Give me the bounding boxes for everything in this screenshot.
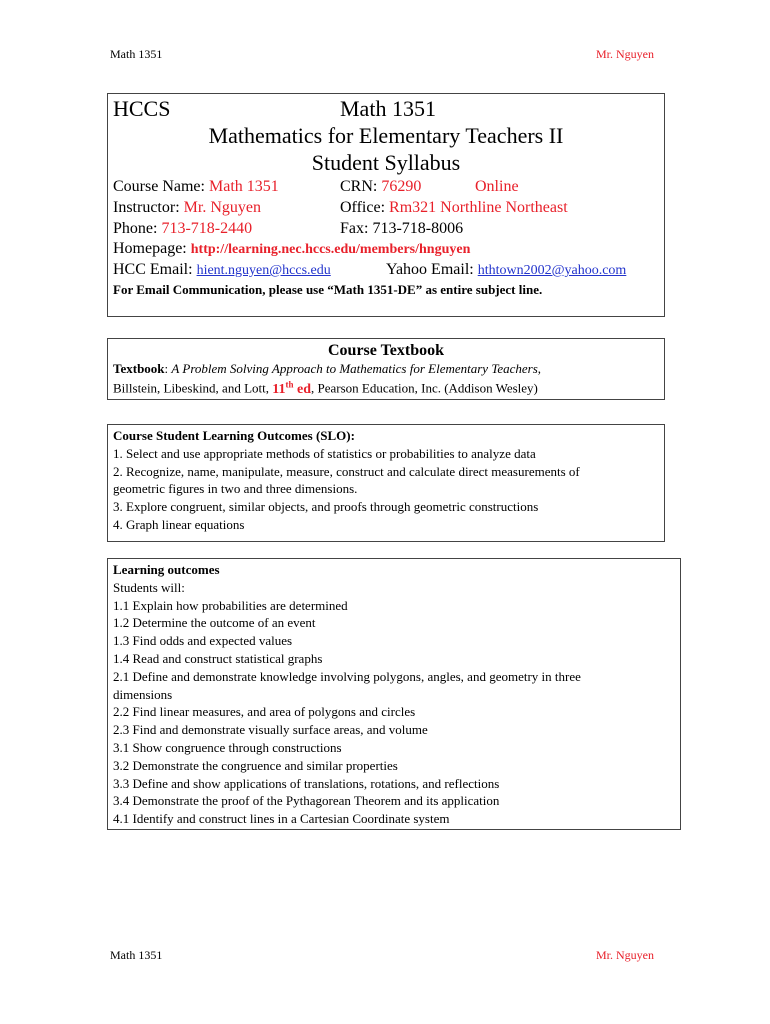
header-left: Math 1351 <box>110 47 163 61</box>
textbook-title: A Problem Solving Approach to Mathematics for Elementary Teachers <box>171 361 538 376</box>
textbook-line-1: Textbook: A Problem Solving Approach to Mathematics for Elementary Teachers, <box>113 361 542 376</box>
slo-box <box>107 424 665 542</box>
slo-item: 4. Graph linear equations <box>113 516 245 532</box>
course-code: Math 1351 <box>340 96 436 121</box>
outcome-item: 3.3 Define and show applications of translations, rotations, and reflections <box>113 775 500 791</box>
instructor-value: Mr. Nguyen <box>183 199 261 216</box>
course-title: Mathematics for Elementary Teachers II <box>208 123 564 148</box>
outcome-item: 1.3 Find odds and expected values <box>113 633 293 649</box>
crn-value: 76290 <box>381 178 422 195</box>
office-row: Office: Rm321 Northline Northeast <box>340 199 568 216</box>
fax-row: Fax: 713-718-8006 <box>340 220 464 237</box>
slo-item: geometric figures in two and three dimensions. <box>113 481 358 497</box>
outcome-item: 1.2 Determine the outcome of an event <box>113 615 316 631</box>
delivery-mode: Online <box>475 178 519 195</box>
slo-item: 2. Recognize, name, manipulate, measure, construct and calculate direct measurements of <box>113 463 580 479</box>
outcomes-intro: Students will: <box>113 579 185 595</box>
header-right: Mr. Nguyen <box>596 47 654 61</box>
textbook-heading: Course Textbook <box>327 342 445 359</box>
footer-right: Mr. Nguyen <box>596 948 654 962</box>
textbook-line-2: Billstein, Libeskind, and Lott, 11th ed, Pearson Education, Inc. (Addison Wesley) <box>113 379 538 397</box>
slo-item: 3. Explore congruent, similar objects, and proofs through geometric constructions <box>113 499 539 515</box>
outcome-item: 3.1 Show congruence through constructions <box>113 739 342 755</box>
doc-title: Student Syllabus <box>311 150 461 175</box>
crn-row: CRN: 76290 <box>340 178 422 195</box>
instructor-row: Instructor: Mr. Nguyen <box>113 199 261 216</box>
slo-heading: Course Student Learning Outcomes (SLO): <box>113 428 355 443</box>
outcome-item: 3.2 Demonstrate the congruence and similar properties <box>113 757 398 773</box>
hcc-email-row: HCC Email: hient.nguyen@hccs.edu <box>113 261 331 278</box>
outcome-item: 1.4 Read and construct statistical graphs <box>113 650 323 666</box>
outcomes-heading: Learning outcomes <box>113 562 220 577</box>
phone-value: 713-718-2440 <box>161 220 253 237</box>
office-value: Rm321 Northline Northeast <box>389 199 568 216</box>
outcome-item: 4.1 Identify and construct lines in a Cartesian Coordinate system <box>113 811 450 827</box>
footer-left: Math 1351 <box>110 948 163 962</box>
phone-row: Phone: 713-718-2440 <box>113 220 253 237</box>
school-name: HCCS <box>113 96 171 121</box>
outcome-item: 2.1 Define and demonstrate knowledge involving polygons, angles, and geometry in three <box>113 668 581 684</box>
yahoo-email-link[interactable]: hthtown2002@yahoo.com <box>477 263 627 278</box>
slo-item: 1. Select and use appropriate methods of statistics or probabilities to analyze data <box>113 445 536 461</box>
learning-outcomes-box <box>107 558 681 830</box>
course-name-row: Course Name: Math 1351 <box>113 178 279 195</box>
homepage-row: Homepage: http://learning.nec.hccs.edu/members/hnguyen <box>113 240 471 257</box>
yahoo-email-row: Yahoo Email: hthtown2002@yahoo.com <box>386 261 627 278</box>
homepage-link[interactable]: http://learning.nec.hccs.edu/members/hnguyen <box>190 242 471 257</box>
course-info-box <box>107 93 665 317</box>
hcc-email-link[interactable]: hient.nguyen@hccs.edu <box>196 263 331 278</box>
outcome-item: dimensions <box>113 686 173 702</box>
outcome-item: 2.3 Find and demonstrate visually surface areas, and volume <box>113 722 428 738</box>
textbook-box <box>107 338 665 400</box>
outcome-item: 2.2 Find linear measures, and area of polygons and circles <box>113 704 416 720</box>
course-name-value: Math 1351 <box>208 178 279 195</box>
outcome-item: 1.1 Explain how probabilities are determined <box>113 597 348 613</box>
email-note: For Email Communication, please use “Math 1351-DE” as entire subject line. <box>113 282 543 297</box>
edition: 11th ed <box>272 379 311 397</box>
outcome-item: 3.4 Demonstrate the proof of the Pythagorean Theorem and its application <box>113 793 500 809</box>
